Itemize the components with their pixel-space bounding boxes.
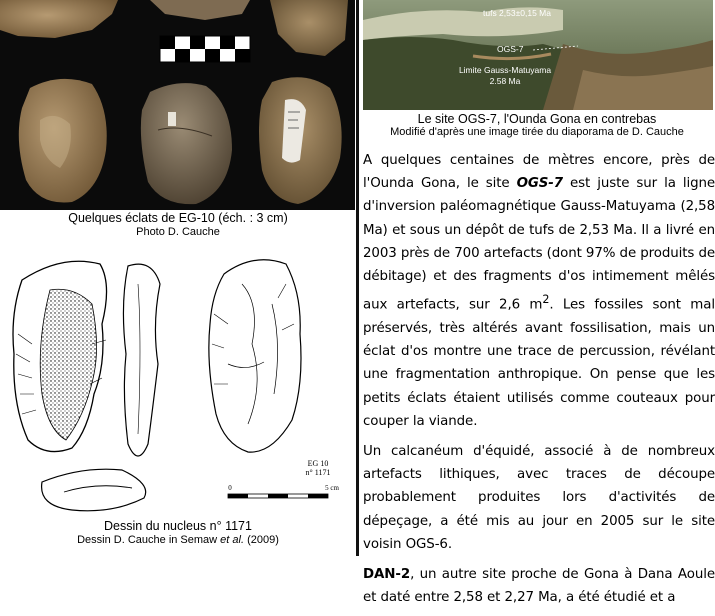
drawing-caption-credit <box>0 534 356 547</box>
site-caption-credit: Modifié d'après une image tirée du diaporama de D. Cauche <box>390 126 684 138</box>
right-column <box>359 0 715 606</box>
flakes-photo <box>0 0 355 210</box>
drawing-caption-credit-post: (2009) <box>244 534 279 546</box>
paragraph-ogs6: Un calcanéum d'équidé, associé à de nombreux artefacts lithiques, avec traces de découpe probablement produites lors d'activités de dépeçage, a été mis au jour en 2005 sur le site voisin OGS-6. <box>363 443 715 552</box>
drawing-caption <box>0 519 356 547</box>
article-text <box>363 149 715 616</box>
flakes-photo-image <box>0 0 355 210</box>
site-name-ogs7: OGS-7 <box>516 176 563 192</box>
drawing-scale-end: 5 cm <box>325 484 339 492</box>
paragraph-ogs7 <box>363 149 715 433</box>
drawing-caption-title: Dessin du nucleus n° 1171 <box>104 519 252 533</box>
p1-text-c: . Les fossiles sont mal préservés, très altérés avant fossilisation, mais un éclat d'os montre une trace de percussion, révélant une fragmentation anthropique. On pense que les petits éclats étaient utilisés comme couteaux pour couper la viande. <box>363 297 715 429</box>
p1-text-b: est juste sur la ligne d'inversion paléomagnétique Gauss-Matuyama (2,58 Ma) et sous un dépôt de tufs de 2,53 Ma. Il a livré en 2003 près de 700 artefacts (dont 97% de produits de débitage) et des fragments d'os intimement mêlés aux artefacts, sur 2,6 m <box>363 176 715 313</box>
nucleus-drawing-image <box>2 244 354 516</box>
landscape-photo-image <box>363 0 713 110</box>
landscape-boundary-label-2: 2.58 Ma <box>489 76 521 86</box>
photo-caption <box>0 211 356 239</box>
drawing-caption-credit-pre: Dessin D. Cauche in Semaw <box>77 534 221 546</box>
site-name-dan2: DAN-2 <box>363 566 411 582</box>
site-caption <box>359 112 715 139</box>
site-caption-title: Le site OGS-7, l'Ounda Gona en contrebas <box>417 112 657 126</box>
paragraph-dan2 <box>363 563 715 609</box>
drawing-label-site: EG 10 <box>307 459 329 468</box>
p1-superscript: 2 <box>542 293 550 307</box>
landscape-site-label: OGS-7 <box>497 44 524 54</box>
landscape-boundary-label-1: Limite Gauss-Matuyama <box>458 65 552 75</box>
photo-caption-title: Quelques éclats de EG-10 (éch. : 3 cm) <box>68 211 288 225</box>
p3-text: , un autre site proche de Gona à Dana Aoule et daté entre 2,58 et 2,27 Ma, a été étudié et a <box>363 566 715 606</box>
landscape-photo <box>363 0 713 110</box>
photo-caption-credit: Photo D. Cauche <box>136 226 220 238</box>
nucleus-drawing <box>2 244 354 516</box>
p1-text-a: A quelques centaines de mètres encore, près de l'Ounda Gona, le site <box>363 153 715 192</box>
landscape-tuff-label: tufs 2,53±0,15 Ma <box>483 8 551 18</box>
drawing-caption-credit-em: et al. <box>220 534 245 546</box>
left-column <box>0 0 356 556</box>
drawing-label-number: n° 1171 <box>305 468 331 477</box>
drawing-scale-zero: 0 <box>228 484 232 492</box>
